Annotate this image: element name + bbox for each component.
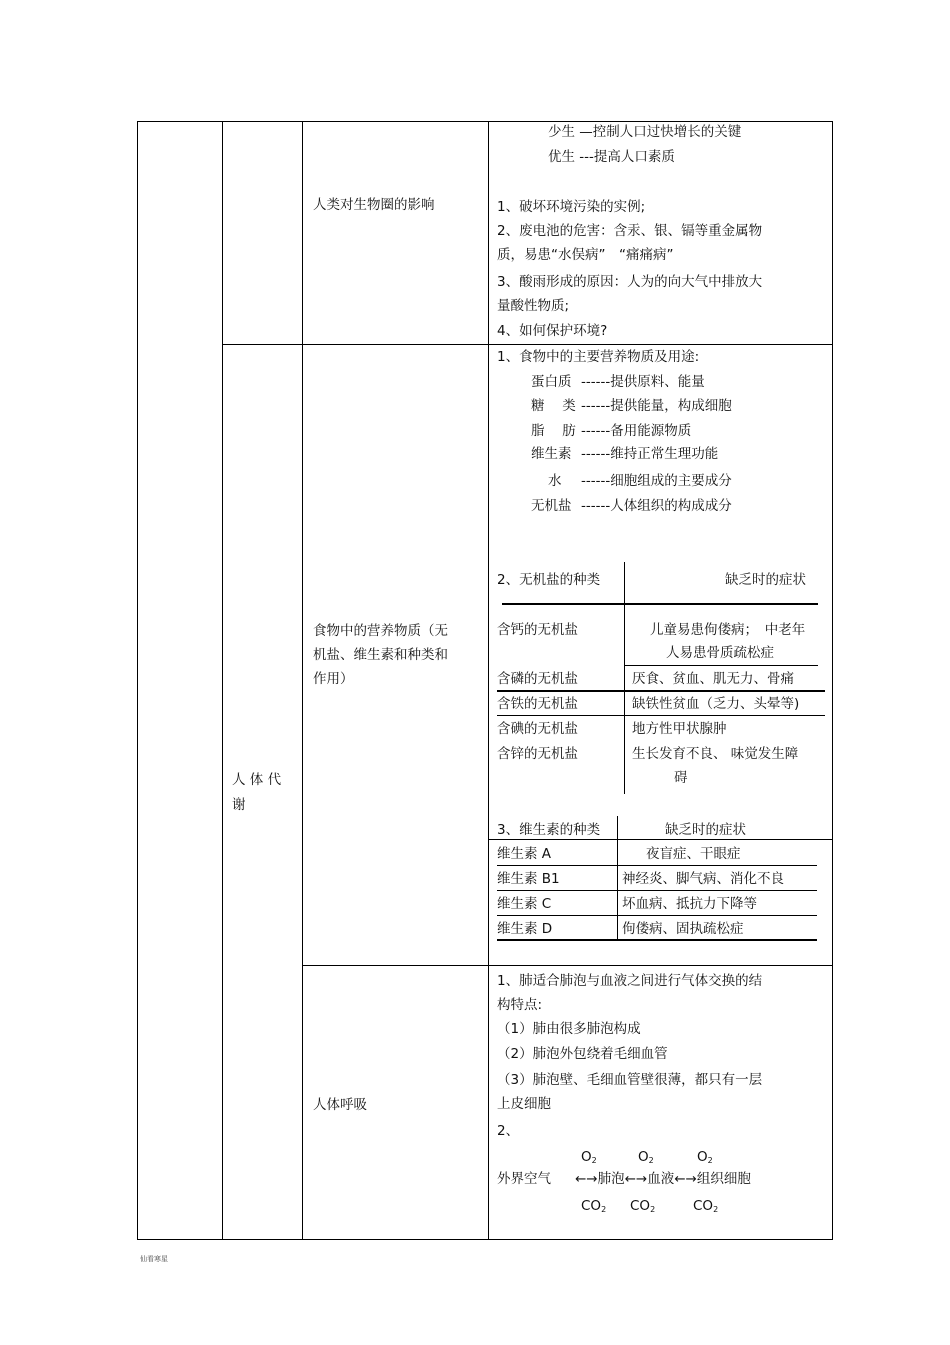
nutrient-name: 水 <box>548 473 562 489</box>
footer-note: 仙看寒星 <box>140 1255 168 1263</box>
nutrient-use: ------人体组织的构成成分 <box>581 498 732 514</box>
minerals-row-rule <box>497 690 825 692</box>
topic-nutrition-line3: 作用） <box>313 671 354 687</box>
text-line: 3、酸雨形成的原因：人为的向大气中排放大 <box>497 274 763 290</box>
nutrient-name: 脂 肪 <box>531 423 576 439</box>
mineral-kind: 含碘的无机盐 <box>497 721 578 737</box>
column-divider-1 <box>222 121 223 1239</box>
vitamins-bottom-rule <box>497 939 817 941</box>
nutrient-use: ------备用能源物质 <box>581 423 692 439</box>
vitamins-row-rule <box>497 865 817 866</box>
oxygen-label: $O_2$ <box>581 1149 597 1165</box>
column-divider-2 <box>302 121 303 1239</box>
vitamins-column-divider <box>617 816 618 940</box>
text-line: 构特点: <box>497 997 543 1013</box>
nutrient-use: ------细胞组成的主要成分 <box>581 473 732 489</box>
minerals-col1-header: 2、无机盐的种类 <box>497 572 601 588</box>
gas-exchange-flow-label: 外界空气 <box>497 1171 551 1187</box>
row-divider-1 <box>222 344 833 345</box>
vitamins-col2-header: 缺乏时的症状 <box>665 822 746 838</box>
mineral-symptom: 地方性甲状腺肿 <box>632 721 727 737</box>
carbon-dioxide-label: $CO_2$ <box>693 1198 719 1214</box>
text-line: （3）肺泡壁、毛细血管壁很薄，都只有一层 <box>497 1072 763 1088</box>
text-line: 量酸性物质; <box>497 298 570 314</box>
carbon-dioxide-label: $CO_2$ <box>581 1198 607 1214</box>
nutrient-use: ------提供原料、能量 <box>581 374 705 390</box>
text-line: 2、废电池的危害：含汞、银、镉等重金属物 <box>497 223 763 239</box>
mineral-kind: 含钙的无机盐 <box>497 622 578 638</box>
vitamin-symptom: 神经炎、脚气病、消化不良 <box>622 871 784 887</box>
table-border-right <box>832 121 833 1239</box>
mineral-symptom: 人易患骨质疏松症 <box>666 645 774 661</box>
mineral-kind: 含锌的无机盐 <box>497 746 578 762</box>
vitamins-header-rule <box>489 839 832 840</box>
table-border-bottom <box>137 1239 833 1240</box>
table-border-top <box>137 121 833 122</box>
table-border-left <box>137 121 138 1239</box>
vitamin-kind: 维生素 C <box>497 896 552 912</box>
category-metabolism-line2: 谢 <box>232 797 246 813</box>
vitamin-kind: 维生素 A <box>497 846 552 862</box>
topic-nutrition-line2: 机盐、维生素和种类和 <box>313 647 448 663</box>
category-metabolism-line1: 人 体 代 <box>232 772 282 788</box>
carbon-dioxide-label: $CO_2$ <box>630 1198 656 1214</box>
vitamin-symptom: 夜盲症、干眼症 <box>646 846 741 862</box>
text-line: 1、肺适合肺泡与血液之间进行气体交换的结 <box>497 973 763 989</box>
text-line: 4、如何保护环境? <box>497 323 608 339</box>
oxygen-label: $O_2$ <box>638 1149 654 1165</box>
row-divider-2 <box>302 965 833 966</box>
topic-nutrition-line1: 食物中的营养物质（无 <box>313 623 448 639</box>
topic-biosphere-impact: 人类对生物圈的影响 <box>313 197 435 213</box>
nutrients-heading: 1、食物中的主要营养物质及用途: <box>497 349 700 365</box>
text-line: 质，易患“水俣病” “痛痛病” <box>497 247 674 263</box>
column-divider-3 <box>488 121 489 1239</box>
text-line: （1）肺由很多肺泡构成 <box>497 1021 641 1037</box>
vitamin-symptom: 坏血病、抵抗力下降等 <box>622 896 757 912</box>
nutrient-name: 蛋白质 <box>531 374 572 390</box>
text-line: 1、破坏环境污染的实例; <box>497 199 646 215</box>
gas-exchange-flow: ←→肺泡←→血液←→组织细胞 <box>575 1171 751 1187</box>
nutrient-use: ------维持正常生理功能 <box>581 446 719 462</box>
vitamins-row-rule <box>497 890 817 891</box>
minerals-row-rule <box>625 665 818 666</box>
mineral-symptom: 碍 <box>674 770 688 786</box>
mineral-symptom: 生长发育不良、 味觉发生障 <box>632 746 799 762</box>
nutrient-name: 维生素 <box>531 446 572 462</box>
vitamins-row-rule <box>497 915 817 916</box>
minerals-header-rule <box>502 603 818 605</box>
nutrient-name: 糖 类 <box>531 398 576 414</box>
mineral-symptom: 厌食、贫血、肌无力、骨痛 <box>632 671 794 687</box>
minerals-col2-header: 缺乏时的症状 <box>725 572 806 588</box>
vitamin-symptom: 佝偻病、固执疏松症 <box>622 921 744 937</box>
mineral-symptom: 缺铁性贫血（乏力、头晕等) <box>632 696 800 712</box>
minerals-column-divider <box>624 562 625 794</box>
text-line: （2）肺泡外包绕着毛细血管 <box>497 1046 668 1062</box>
nutrient-name: 无机盐 <box>531 498 572 514</box>
minerals-row-rule <box>497 715 825 716</box>
text-line: 少生 —控制人口过快增长的关键 <box>548 124 742 140</box>
text-line: 上皮细胞 <box>497 1096 551 1112</box>
text-line: 优生 ---提高人口素质 <box>548 149 675 165</box>
mineral-symptom: 儿童易患佝偻病； 中老年 <box>650 622 806 638</box>
mineral-kind: 含铁的无机盐 <box>497 696 578 712</box>
topic-respiration: 人体呼吸 <box>313 1097 367 1113</box>
vitamin-kind: 维生素 B1 <box>497 871 560 887</box>
vitamins-col1-header: 3、维生素的种类 <box>497 822 601 838</box>
nutrient-use: ------提供能量，构成细胞 <box>581 398 732 414</box>
vitamin-kind: 维生素 D <box>497 921 553 937</box>
mineral-kind: 含磷的无机盐 <box>497 671 578 687</box>
oxygen-label: $O_2$ <box>697 1149 713 1165</box>
text-line: 2、 <box>497 1123 520 1139</box>
